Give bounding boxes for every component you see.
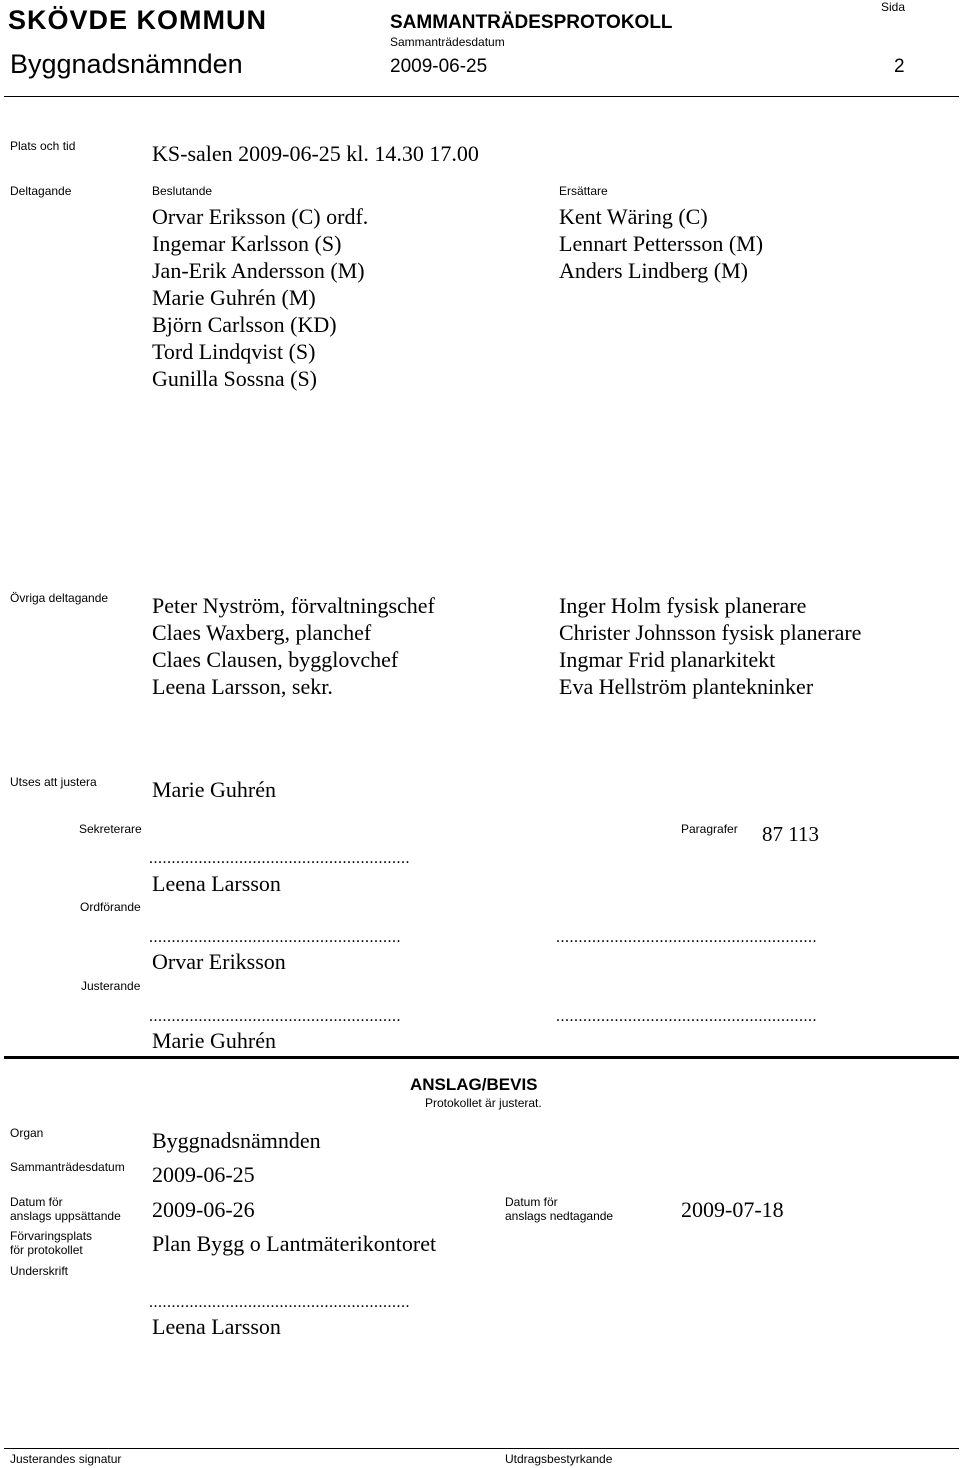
notice-subtitle: Protokollet är justerat. (425, 1096, 542, 1110)
adjuster-sign-name: Marie Guhrén (152, 1028, 277, 1053)
adjuster-value: Marie Guhrén (152, 777, 277, 802)
adjuster-signature-line-right: .......................................................... (556, 929, 817, 946)
signature-label: Underskrift (10, 1264, 69, 1278)
chair-label: Ordförande (80, 900, 141, 914)
list-item: Gunilla Sossna (S) (152, 366, 317, 391)
list-item: Christer Johnsson fysisk planerare (559, 620, 862, 645)
list-item: Ingemar Karlsson (S) (152, 231, 342, 256)
storage-value: Plan Bygg o Lantmäterikontoret (152, 1231, 437, 1256)
adjuster-sign-label: Justerande (81, 979, 141, 993)
others-left-list (152, 592, 435, 700)
posted-date-label (10, 1195, 121, 1223)
list-item: Peter Nyström, förvaltningschef (152, 593, 435, 618)
list-item: Claes Clausen, bygglovchef (152, 647, 399, 672)
list-item: Kent Wäring (C) (559, 204, 708, 229)
list-item: Björn Carlsson (KD) (152, 312, 337, 337)
posted-date-label-line-2: anslags uppsättande (10, 1209, 121, 1223)
list-item: Jan-Erik Andersson (M) (152, 258, 365, 283)
participants-label: Deltagande (10, 184, 72, 198)
list-item: Lennart Pettersson (M) (559, 231, 764, 256)
notice-signature-name: Leena Larsson (152, 1314, 281, 1339)
chair-name: Orvar Eriksson (152, 949, 286, 974)
place-value: KS-salen 2009-06-25 kl. 14.30 17.00 (152, 141, 479, 166)
adjuster-signature-line: ........................................................ (149, 1008, 401, 1025)
others-right-list (559, 592, 861, 700)
list-item: Inger Holm fysisk planerare (559, 593, 807, 618)
storage-label (10, 1229, 92, 1257)
secretary-label: Sekreterare (79, 822, 142, 836)
page-number: 2 (894, 56, 905, 77)
substitutes-list (559, 203, 763, 284)
removed-date-label-line-1: Datum för (505, 1195, 558, 1209)
notice-organ-label: Organ (10, 1126, 44, 1140)
page-label: Sida (881, 0, 906, 14)
footer-divider (4, 1448, 959, 1449)
removed-date-label (505, 1195, 613, 1223)
header-date: 2009-06-25 (390, 56, 488, 77)
footer-adjuster-signature: Justerandes signatur (10, 1452, 122, 1466)
list-item: Orvar Eriksson (C) ordf. (152, 204, 369, 229)
secretary-signature-line: .......................................................... (149, 850, 410, 867)
list-item: Leena Larsson, sekr. (152, 674, 333, 699)
decisive-list (152, 203, 368, 392)
notice-title: ANSLAG/BEVIS (410, 1075, 538, 1094)
chair-signature-line: ........................................................ (149, 929, 401, 946)
municipality-logo: SKÖVDE KOMMUN (8, 5, 268, 35)
header-divider (4, 96, 959, 97)
organ-title: Byggnadsnämnden (10, 49, 243, 79)
notice-signature-line: .......................................................... (149, 1294, 410, 1311)
adjuster-label: Utses att justera (10, 775, 97, 789)
substitutes-label: Ersättare (559, 184, 608, 198)
storage-label-line-1: Förvaringsplats (10, 1229, 93, 1243)
second-signature-line-right: .......................................................... (556, 1008, 817, 1025)
paragraphs-value: 87 113 (762, 822, 819, 846)
place-label: Plats och tid (10, 139, 76, 153)
list-item: Claes Waxberg, planchef (152, 620, 372, 645)
secretary-name: Leena Larsson (152, 871, 281, 896)
document-title: SAMMANTRÄDESPROTOKOLL (390, 12, 673, 33)
removed-date-label-line-2: anslags nedtagande (505, 1209, 614, 1223)
storage-label-line-2: för protokollet (10, 1243, 83, 1257)
header-date-label: Sammanträdesdatum (390, 35, 505, 49)
notice-date: 2009-06-25 (152, 1162, 255, 1187)
list-item: Ingmar Frid planarkitekt (559, 647, 776, 672)
notice-date-label: Sammanträdesdatum (10, 1160, 125, 1174)
list-item: Marie Guhrén (M) (152, 285, 316, 310)
posted-date-label-line-1: Datum för (10, 1195, 63, 1209)
posted-date: 2009-06-26 (152, 1197, 255, 1222)
list-item: Anders Lindberg (M) (559, 258, 748, 283)
footer-extract-certification: Utdragsbestyrkande (505, 1452, 613, 1466)
paragraphs-label: Paragrafer (681, 822, 738, 836)
list-item: Eva Hellström plantekninker (559, 674, 814, 699)
list-item: Tord Lindqvist (S) (152, 339, 316, 364)
others-label: Övriga deltagande (10, 591, 109, 605)
removed-date: 2009-07-18 (681, 1197, 784, 1222)
notice-organ: Byggnadsnämnden (152, 1128, 321, 1153)
section-divider (4, 1056, 959, 1059)
decisive-label: Beslutande (152, 184, 213, 198)
